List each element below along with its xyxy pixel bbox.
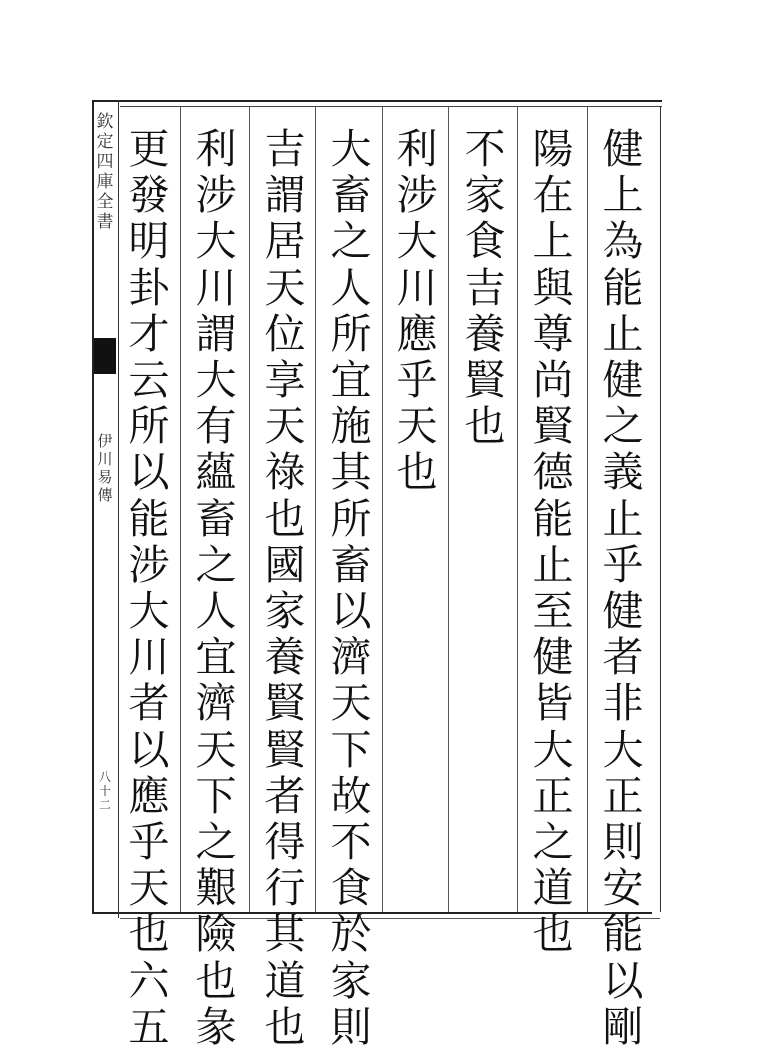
text-column-1: 健上為能止健之義止乎健者非大正則安能以剛: [602, 125, 644, 1051]
gutter-book-title: 伊川易傳: [97, 432, 113, 504]
page-frame-right: [660, 106, 661, 912]
text-column-5: 大畜之人所宜施其所畜以濟天下故不食於家則: [330, 125, 372, 1051]
column-rule: [448, 106, 449, 912]
column-rule: [587, 106, 588, 912]
column-rule: [249, 106, 250, 912]
text-column-3: 不家食吉養賢也: [464, 125, 506, 451]
text-column-2: 陽在上與尊尚賢德能止至健皆大正之道也: [532, 125, 574, 959]
column-rule: [382, 106, 383, 912]
gutter-collection-title: 欽定四庫全書: [96, 112, 114, 232]
column-rule: [517, 106, 518, 912]
fishtail-mark: [94, 338, 116, 374]
page-frame-top: [92, 100, 662, 102]
page-frame-top-inner: [120, 106, 662, 107]
text-column-4: 利涉大川應乎天也: [396, 125, 438, 497]
gutter-page-number: 八十二: [98, 770, 111, 812]
text-column-7: 利涉大川謂大有蘊畜之人宜濟天下之艱險也彖: [195, 125, 237, 1051]
column-rule: [180, 106, 181, 912]
text-column-8: 更發明卦才云所以能涉大川者以應乎天也六五: [128, 125, 170, 1051]
text-column-6: 吉謂居天位享天祿也國家養賢賢者得行其道也: [264, 125, 306, 1051]
